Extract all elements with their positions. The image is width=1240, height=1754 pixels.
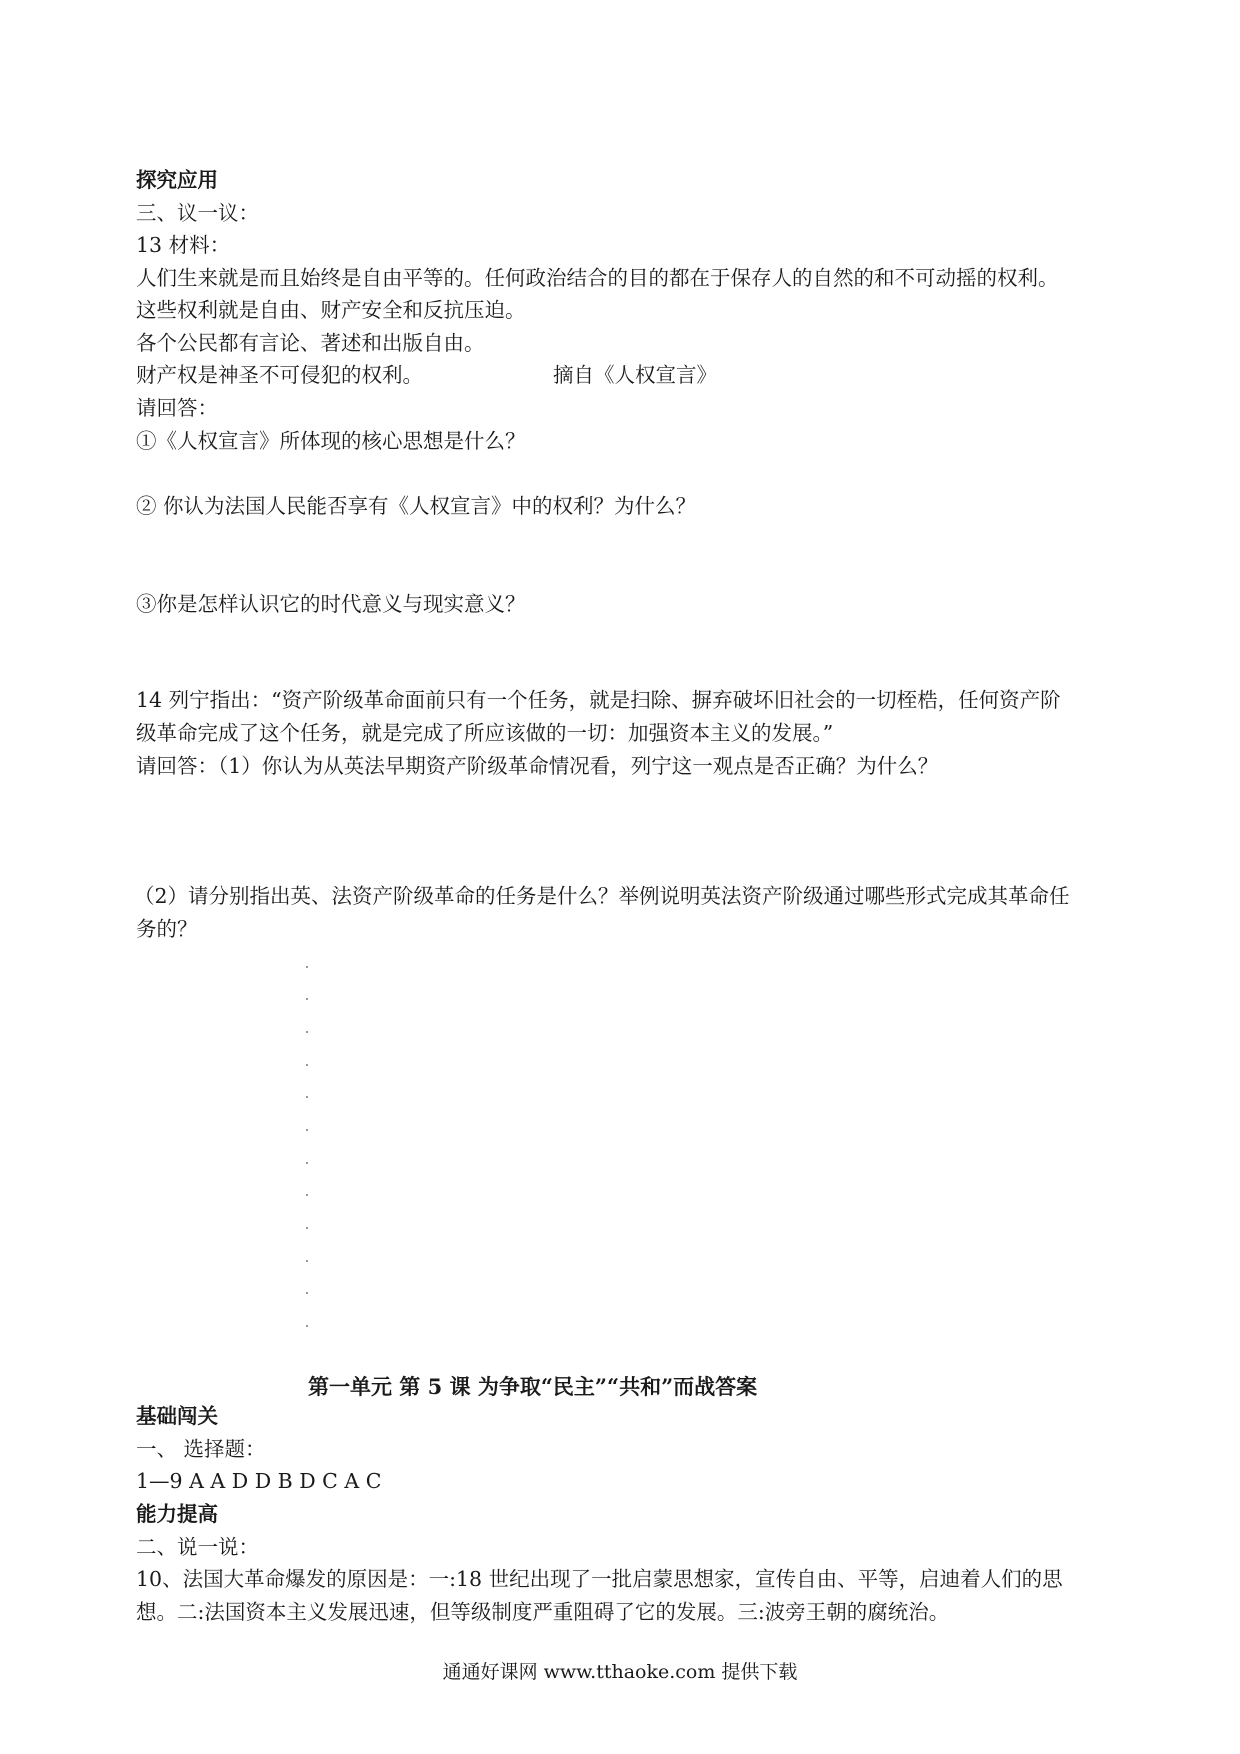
section-heading-ability: 能力提高 [136, 1502, 218, 1526]
answers-title: 第一单元 第 5 课 为争取“民主”“共和”而战答案 [308, 1374, 758, 1399]
answer-10-text: 想。二:法国资本主义发展迅速，但等级制度严重阻碍了它的发展。三:波旁王朝的腐统治。 [136, 1600, 950, 1624]
question-14-text: 14 列宁指出：“资产阶级革命面前只有一个任务，就是扫除、摒弃破坏旧社会的一切桎梏，任何资产阶 [136, 688, 1061, 712]
section-label-discuss: 三、议一议： [136, 201, 259, 225]
section-heading-basic: 基础闯关 [136, 1404, 218, 1428]
separator-dot [306, 1031, 308, 1033]
separator-dot [306, 1325, 308, 1327]
question-14-1: 请回答：（1）你认为从英法早期资产阶级革命情况看，列宁这一观点是否正确？为什么？ [136, 754, 939, 778]
question-13-label: 13 材料： [136, 233, 231, 257]
separator-dot [306, 1260, 308, 1262]
material-line: 这些权利就是自由、财产安全和反抗压迫。 [136, 298, 526, 322]
material-line: 各个公民都有言论、著述和出版自由。 [136, 331, 485, 355]
separator-dot [306, 1194, 308, 1196]
separator-dot [306, 1129, 308, 1131]
separator-dot [306, 998, 308, 1000]
choice-answers: 1—9 A A D D B D C A C [136, 1469, 382, 1493]
question-13-2: ② 你认为法国人民能否享有《人权宣言》中的权利？为什么？ [136, 494, 697, 518]
question-14-2-cont: 务的？ [136, 917, 198, 941]
separator-dot [306, 966, 308, 968]
separator-dot [306, 1096, 308, 1098]
answer-prompt: 请回答： [136, 396, 218, 420]
question-14-2: （2）请分别指出英、法资产阶级革命的任务是什么？举例说明英法资产阶级通过哪些形式完成其革命任 [134, 884, 1070, 908]
material-line: 财产权是神圣不可侵犯的权利。 [136, 363, 423, 387]
separator-dot [306, 1162, 308, 1164]
question-13-3: ③你是怎样认识它的时代意义与现实意义？ [136, 592, 526, 616]
material-line: 人们生来就是而且始终是自由平等的。任何政治结合的目的都在于保存人的自然的和不可动摇的权利。 [136, 266, 1059, 290]
answer-10-text: 10、法国大革命爆发的原因是：一:18 世纪出现了一批启蒙思想家，宣传自由、平等，启迪着人们的思 [136, 1567, 1063, 1591]
separator-dot [306, 1292, 308, 1294]
question-14-text: 级革命完成了这个任务，就是完成了所应该做的一切：加强资本主义的发展。” [136, 721, 834, 745]
section-heading-explore: 探究应用 [136, 168, 218, 192]
page-footer: 通通好课网 www.tthaoke.com 提供下载 [442, 1661, 798, 1683]
separator-dot [306, 1227, 308, 1229]
separator-dot [306, 1064, 308, 1066]
section-label-choice: 一、 选择题： [136, 1437, 266, 1461]
question-13-1: ①《人权宣言》所体现的核心思想是什么？ [136, 429, 526, 453]
material-source: 摘自《人权宣言》 [553, 363, 717, 387]
section-label-speak: 二、说一说： [136, 1535, 259, 1559]
